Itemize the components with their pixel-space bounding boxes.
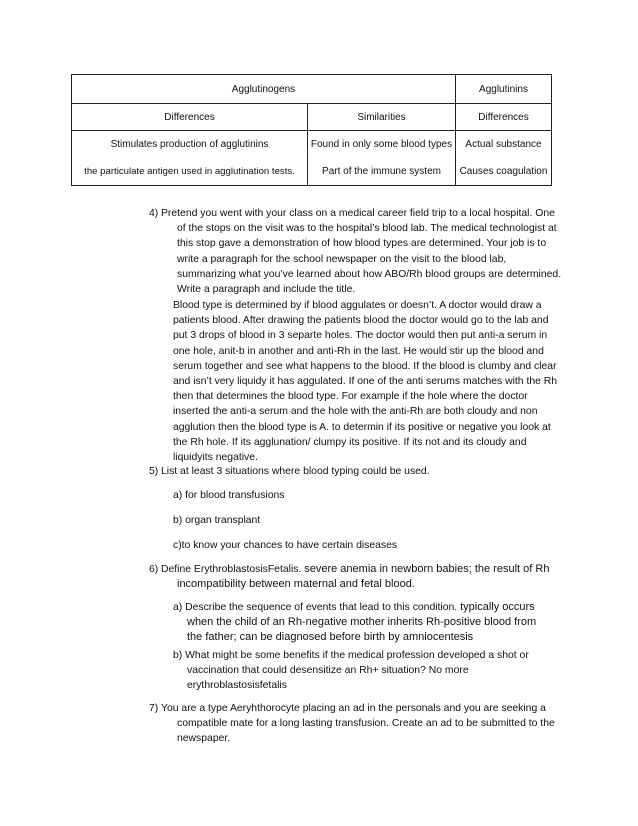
- answer-5b: b) organ transplant: [173, 515, 261, 526]
- question-number: 7): [149, 703, 159, 714]
- comparison-table: [71, 74, 552, 186]
- text-line: and isn’t very liquidy it has aggulated. If one of the anti serums matches with the Rh: [173, 376, 558, 388]
- table-row: [72, 157, 552, 186]
- text-line: then that determines the blood type. For example if the hole where the doctor: [173, 391, 528, 403]
- text-line: serum together and see what happens to the blood. If the blood is clumby and clear: [173, 360, 557, 372]
- text-line: of the stops on the visit was to the hospital’s blood lab. The medical technologist at: [177, 223, 557, 235]
- answer-text: the father; can be diagnosed before birth by amniocentesis: [187, 631, 474, 644]
- table-cell: Part of the immune system: [308, 157, 456, 186]
- question-6: [149, 562, 579, 592]
- text-line: b) What might be some benefits if the medical profession developed a shot or: [173, 650, 529, 661]
- table-cell: Stimulates production of agglutinins: [72, 131, 308, 158]
- answer-text: typically occurs: [460, 601, 535, 613]
- text-line: the Rh hole. If its agglunation/ clumpy its positive. If its not and its cloudy and: [173, 436, 527, 448]
- answer-5c: c)to know your chances to have certain diseases: [173, 540, 398, 551]
- col-similarities: Similarities: [308, 104, 456, 131]
- text-line: You are a type Aeryhthorocyte placing an ad in the personals and you are seeking a: [161, 703, 546, 714]
- text-line: one hole, anit-b in another and anti-Rh in the last. He would stir up the blood and: [173, 345, 544, 357]
- table-cell: Causes coagulation: [456, 157, 552, 186]
- table-cell: Found in only some blood types: [308, 131, 456, 158]
- answer-text: No more: [428, 665, 469, 677]
- text-line: write a paragraph for the school newspaper on the visit to the blood lab,: [177, 253, 507, 265]
- header-agglutinogens: Agglutinogens: [72, 75, 456, 104]
- text-line: agglution then the blood type is A. to determin if its positive or negative you look at: [173, 421, 551, 433]
- question-number: 4): [149, 208, 159, 219]
- question-number: 5): [149, 466, 159, 477]
- question-4: [149, 206, 569, 297]
- header-agglutinins: Agglutinins: [456, 75, 552, 104]
- text-line: this stop gave a demonstration of how blood types are determined. Your job is to: [177, 238, 547, 250]
- text-line: liquidyits negative.: [173, 452, 258, 464]
- text-line: summarizing what you’ve learned about how ABO/Rh blood groups are determined.: [177, 268, 562, 280]
- table-cell: Actual substance: [456, 131, 552, 158]
- question-5: [149, 464, 569, 479]
- text-line: Pretend you went with your class on a medical career field trip to a local hospital. One: [161, 208, 555, 219]
- question-number: 6): [149, 564, 159, 575]
- table-cell: the particulate antigen used in agglutination tests.: [72, 157, 308, 186]
- text-line: List at least 3 situations where blood typing could be used.: [161, 466, 430, 477]
- col-differences-right: Differences: [456, 104, 552, 131]
- answer-4: [173, 298, 573, 465]
- answer-text: erythroblastosisfetalis: [187, 680, 287, 692]
- question-7: [149, 701, 569, 747]
- table-row: [72, 131, 552, 158]
- answer-text: severe anemia in newborn babies; the result of Rh: [304, 563, 550, 575]
- text-line: patients blood. After drawing the patients blood the doctor would go to the lab and: [173, 315, 549, 327]
- table-subheader-row: [72, 104, 552, 131]
- text-line: newspaper.: [177, 733, 231, 745]
- answer-text: when the child of an Rh-negative mother inherits Rh-positive blood from: [187, 616, 537, 629]
- text-line: compatible mate for a long lasting transfusion. Create an ad to be submitted to the: [177, 718, 555, 730]
- question-6a: [173, 600, 573, 646]
- text-line: Blood type is determined by if blood aggulates or doesn’t. A doctor would draw a: [173, 300, 542, 311]
- text-line: vaccination that could desensitize an Rh+ situation?: [187, 665, 426, 677]
- answer-text: incompatibility between maternal and fetal blood.: [177, 578, 415, 591]
- text-line: Define ErythroblastosisFetalis.: [161, 564, 302, 575]
- answer-5a: a) for blood transfusions: [173, 490, 285, 501]
- text-line: a) Describe the sequence of events that lead to this condition.: [173, 602, 458, 613]
- text-line: Write a paragraph and include the title.: [177, 284, 356, 296]
- text-line: put 3 drops of blood in 3 separte holes. The doctor would then put anti-a serum in: [173, 330, 548, 342]
- text-line: inserted the anti-a serum and the hole with the anti-Rh are both cloudy and non: [173, 406, 538, 418]
- table-header-row: [72, 75, 552, 104]
- col-differences-left: Differences: [72, 104, 308, 131]
- question-6b: [173, 648, 573, 694]
